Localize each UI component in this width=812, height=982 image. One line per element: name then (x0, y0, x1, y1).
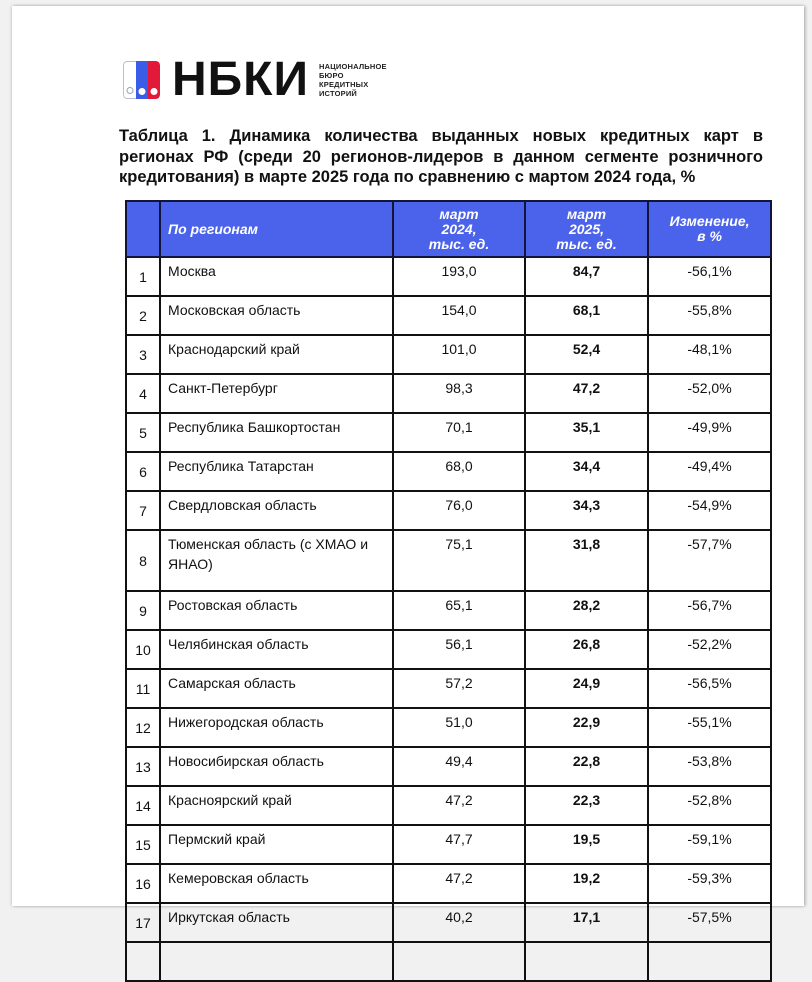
change-percent: -59,1% (648, 825, 771, 864)
value-mar-2024: 47,7 (393, 825, 525, 864)
table-row (126, 669, 771, 708)
row-index (126, 942, 160, 981)
change-percent: -56,1% (648, 257, 771, 296)
row-index: 2 (126, 296, 160, 335)
header-region: По регионам (160, 201, 393, 257)
region-name: Санкт-Петербург (160, 374, 393, 413)
change-percent: -57,5% (648, 903, 771, 942)
value-mar-2024: 193,0 (393, 257, 525, 296)
row-index: 11 (126, 669, 160, 708)
value-mar-2024: 101,0 (393, 335, 525, 374)
change-percent: -52,8% (648, 786, 771, 825)
row-index: 12 (126, 708, 160, 747)
change-percent: -59,3% (648, 864, 771, 903)
row-index: 16 (126, 864, 160, 903)
value-mar-2024: 47,2 (393, 786, 525, 825)
table-header-row (126, 201, 771, 257)
region-name (160, 942, 393, 981)
row-index: 14 (126, 786, 160, 825)
change-percent: -49,9% (648, 413, 771, 452)
change-percent: -57,7% (648, 530, 771, 591)
change-percent: -56,7% (648, 591, 771, 630)
row-index: 1 (126, 257, 160, 296)
header-index (126, 201, 160, 257)
change-percent: -48,1% (648, 335, 771, 374)
value-mar-2024: 47,2 (393, 864, 525, 903)
region-name: Московская область (160, 296, 393, 335)
value-mar-2025 (525, 942, 648, 981)
region-name: Тюменская область (с ХМАО и ЯНАО) (160, 530, 393, 591)
region-name: Кемеровская область (160, 864, 393, 903)
value-mar-2025: 22,3 (525, 786, 648, 825)
row-index: 5 (126, 413, 160, 452)
header-mar2025: март 2025, тыс. ед. (525, 201, 648, 257)
table-row (126, 413, 771, 452)
value-mar-2025: 28,2 (525, 591, 648, 630)
change-percent: -55,1% (648, 708, 771, 747)
value-mar-2024: 68,0 (393, 452, 525, 491)
change-percent: -52,2% (648, 630, 771, 669)
region-name: Самарская область (160, 669, 393, 708)
document-page (12, 6, 804, 931)
change-percent: -56,5% (648, 669, 771, 708)
change-percent: -55,8% (648, 296, 771, 335)
table-row (126, 825, 771, 864)
region-name: Краснодарский край (160, 335, 393, 374)
value-mar-2024: 70,1 (393, 413, 525, 452)
header-change: Изменение, в % (648, 201, 771, 257)
row-index: 13 (126, 747, 160, 786)
value-mar-2024: 76,0 (393, 491, 525, 530)
value-mar-2024 (393, 942, 525, 981)
value-mar-2025: 19,2 (525, 864, 648, 903)
table-row (126, 335, 771, 374)
table-row (126, 530, 771, 591)
table-row (126, 747, 771, 786)
value-mar-2024: 57,2 (393, 669, 525, 708)
region-name: Красноярский край (160, 786, 393, 825)
value-mar-2025: 22,8 (525, 747, 648, 786)
value-mar-2024: 154,0 (393, 296, 525, 335)
table-row (126, 296, 771, 335)
value-mar-2025: 19,5 (525, 825, 648, 864)
table-title: Таблица 1. Динамика количества выданных новых кредитных карт в регионах РФ (среди 20 регионов-лидеров в данном сегменте розничного кредитования) в марте 2025 года по сравнению с мартом 2024 года, % (119, 127, 763, 186)
row-index: 10 (126, 630, 160, 669)
row-index: 4 (126, 374, 160, 413)
row-index: 3 (126, 335, 160, 374)
row-index: 9 (126, 591, 160, 630)
region-name: Республика Башкортостан (160, 413, 393, 452)
nbki-logo (123, 53, 387, 106)
value-mar-2024: 56,1 (393, 630, 525, 669)
region-name: Иркутская область (160, 903, 393, 942)
row-index: 6 (126, 452, 160, 491)
value-mar-2024: 65,1 (393, 591, 525, 630)
value-mar-2025: 84,7 (525, 257, 648, 296)
value-mar-2024: 40,2 (393, 903, 525, 942)
value-mar-2024: 75,1 (393, 530, 525, 591)
table-body (126, 257, 771, 981)
value-mar-2025: 26,8 (525, 630, 648, 669)
value-mar-2025: 34,3 (525, 491, 648, 530)
change-percent: -49,4% (648, 452, 771, 491)
logo-subtitle: НАЦИОНАЛЬНОЕ БЮРО КРЕДИТНЫХ ИСТОРИЙ (318, 62, 387, 98)
table-row (126, 452, 771, 491)
value-mar-2025: 35,1 (525, 413, 648, 452)
row-index: 8 (126, 530, 160, 591)
table-row (126, 491, 771, 530)
region-name: Свердловская область (160, 491, 393, 530)
value-mar-2024: 49,4 (393, 747, 525, 786)
value-mar-2025: 34,4 (525, 452, 648, 491)
change-percent (648, 942, 771, 981)
region-name: Нижегородская область (160, 708, 393, 747)
change-percent: -53,8% (648, 747, 771, 786)
table-row (126, 708, 771, 747)
logo-wordmark: НБКИ (172, 53, 309, 106)
table-row (126, 591, 771, 630)
change-percent: -54,9% (648, 491, 771, 530)
value-mar-2025: 68,1 (525, 296, 648, 335)
value-mar-2025: 52,4 (525, 335, 648, 374)
table-row (126, 942, 771, 981)
table-row (126, 257, 771, 296)
value-mar-2025: 31,8 (525, 530, 648, 591)
value-mar-2025: 17,1 (525, 903, 648, 942)
value-mar-2025: 24,9 (525, 669, 648, 708)
region-name: Ростовская область (160, 591, 393, 630)
value-mar-2025: 22,9 (525, 708, 648, 747)
region-name: Новосибирская область (160, 747, 393, 786)
header-mar2024: март 2024, тыс. ед. (393, 201, 525, 257)
table-row (126, 374, 771, 413)
value-mar-2025: 47,2 (525, 374, 648, 413)
table-row (126, 630, 771, 669)
table-row (126, 903, 771, 942)
nbki-logo-icon (123, 61, 160, 99)
value-mar-2024: 98,3 (393, 374, 525, 413)
row-index: 15 (126, 825, 160, 864)
region-name: Пермский край (160, 825, 393, 864)
region-name: Республика Татарстан (160, 452, 393, 491)
table-row (126, 786, 771, 825)
row-index: 7 (126, 491, 160, 530)
value-mar-2024: 51,0 (393, 708, 525, 747)
change-percent: -52,0% (648, 374, 771, 413)
row-index: 17 (126, 903, 160, 942)
regions-credit-cards-table (125, 200, 772, 982)
region-name: Москва (160, 257, 393, 296)
region-name: Челябинская область (160, 630, 393, 669)
